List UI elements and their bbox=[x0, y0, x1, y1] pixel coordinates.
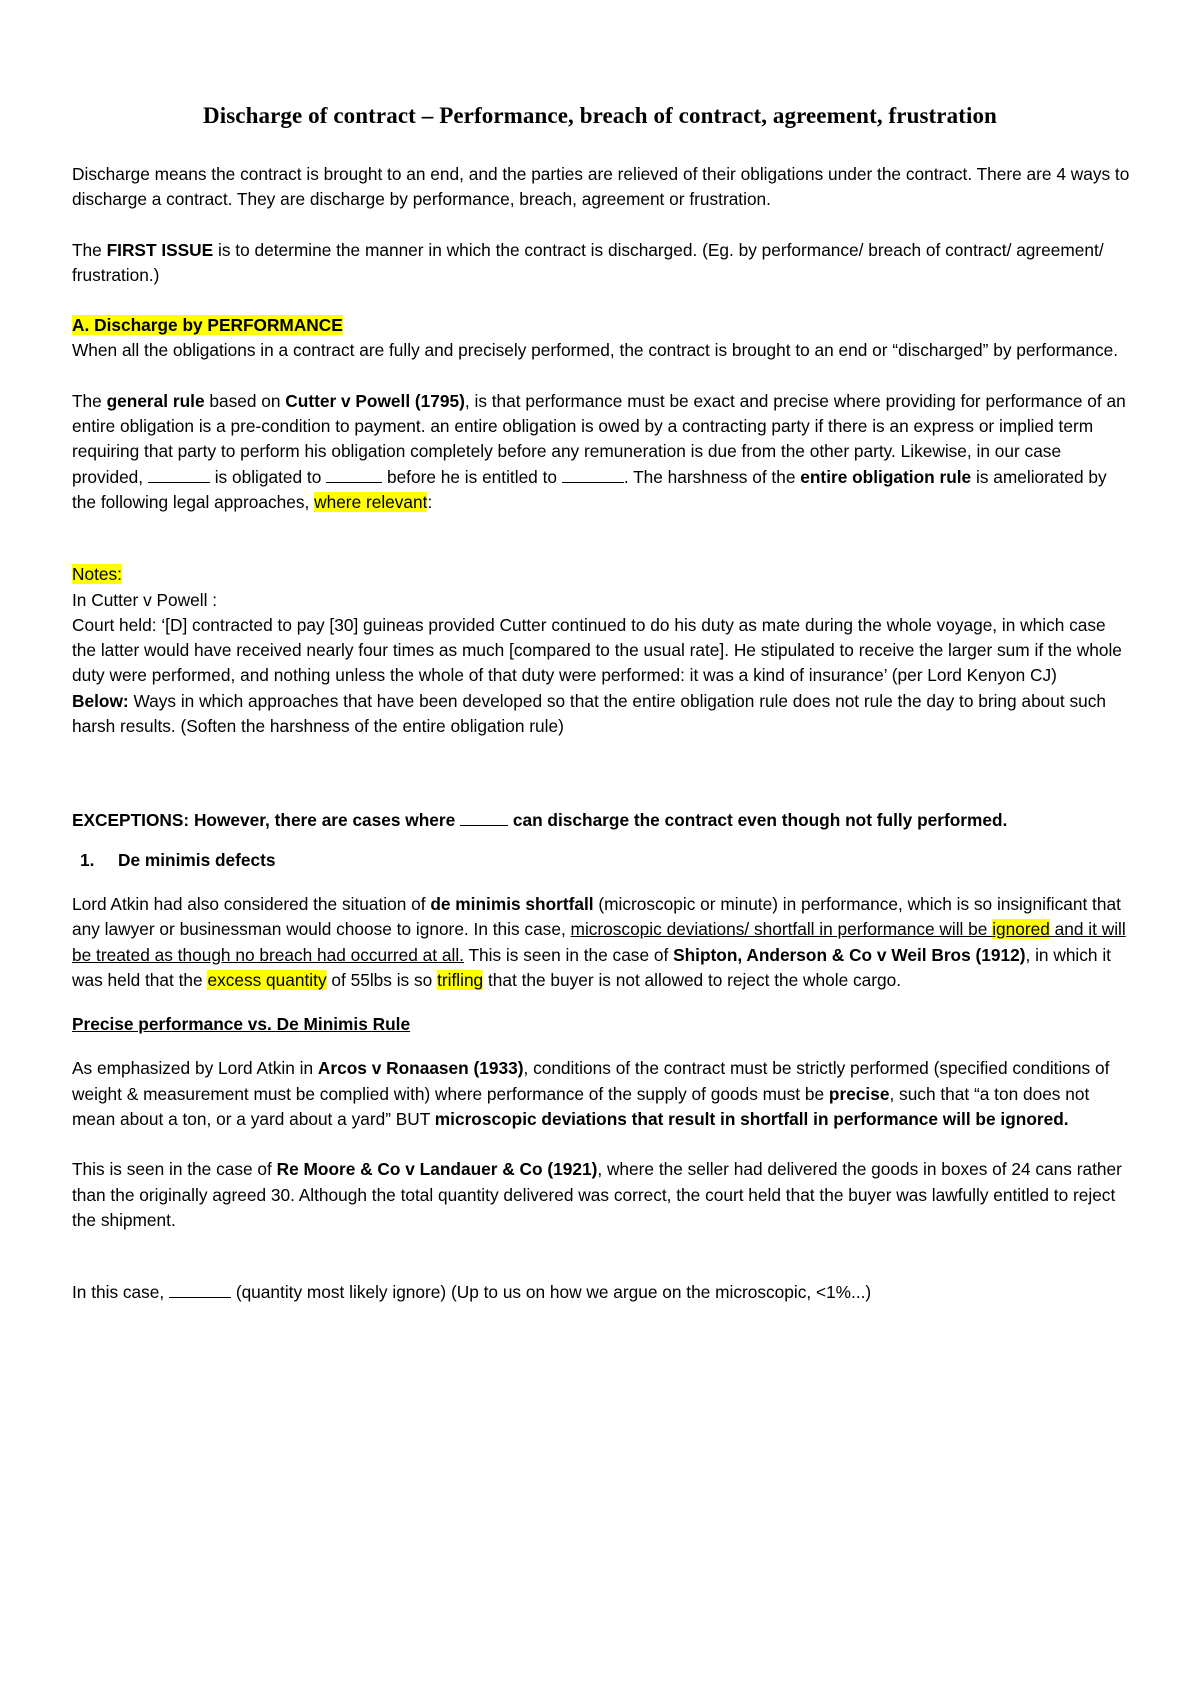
highlight-where-relevant: where relevant bbox=[314, 491, 428, 512]
fill-in-blank bbox=[148, 467, 210, 483]
case-re-moore: Re Moore & Co v Landauer & Co (1921) bbox=[276, 1159, 598, 1180]
fill-in-blank bbox=[169, 1282, 231, 1298]
below-paragraph: Below: Ways in which approaches that have been developed so that the entire obligation rule does not rule the day to bring about such harsh results. (Soften the harshness of the entire obligation rule) bbox=[72, 690, 1107, 737]
exceptions-paragraph: EXCEPTIONS: However, there are cases where can discharge the contract even though not fully performed. bbox=[72, 810, 1008, 831]
de-minimis-paragraph: Lord Atkin had also considered the situation of de minimis shortfall (microscopic or minute) in performance, which is so insignificant that any lawyer or businessman would choose to ignore. In this case, microscopic deviations/ shortfall in performance will be ignored and it will be treated as though no breach had occurred at all. This is seen in the case of Shipton, Anderson & Co v Weil Bros (1912), in which it was held that the excess quantity of 55lbs is so trifling that the buyer is not allowed to reject the whole cargo. bbox=[72, 893, 1126, 990]
notes-line: In Cutter v Powell : bbox=[72, 589, 218, 610]
list-number: 1. bbox=[80, 849, 95, 870]
case-cutter-v-powell: Cutter v Powell (1795) bbox=[285, 390, 465, 411]
section-a-text: When all the obligations in a contract are fully and precisely performed, the contract is brought to an end or “discharged” by performance. bbox=[72, 340, 1119, 361]
highlight-trifling: trifling bbox=[437, 969, 484, 990]
intro-paragraph: Discharge means the contract is brought to an end, and the parties are relieved of their obligations under the contract. There are 4 ways to discharge a contract. They are discharge by performance, breach, agreement or frustration. bbox=[72, 164, 1130, 210]
court-held-paragraph: Court held: ‘[D] contracted to pay [30] guineas provided Cutter continued to do his duty as mate during the whole voyage, in which case the latter would have received nearly four times as much [compared to the usual rate]. He stipulated to receive the larger sum if the whole duty were performed, and nothing unless the whole of that duty were performed: it was a kind of insurance’ (per Lord Kenyon CJ) bbox=[72, 614, 1122, 686]
section-a-heading: A. Discharge by PERFORMANCE bbox=[72, 315, 343, 336]
document-title: Discharge of contract – Performance, breach of contract, agreement, frustration bbox=[203, 103, 997, 128]
fill-in-blank bbox=[562, 467, 624, 483]
highlight-ignored: ignored bbox=[992, 919, 1050, 940]
general-rule-paragraph: The general rule based on Cutter v Powell (1795), is that performance must be exact and precise where providing for performance of an entire obligation is a pre-condition to payment. an entire obligation is owed by a contracting party if there is an express or implied term requiring that party to perform his obligation completely before any remuneration is due from the other party. Likewise, in our case provided, is obligated to before he is entitled to . The harshness of the entire obligation rule is ameliorated by the following legal approaches, where relevant: bbox=[72, 390, 1126, 512]
highlight-excess-quantity: excess quantity bbox=[207, 969, 327, 990]
fill-in-blank bbox=[460, 810, 508, 826]
in-this-case-paragraph: In this case, (quantity most likely ignore) (Up to us on how we argue on the microscopic, <1%...) bbox=[72, 1282, 872, 1303]
first-issue-paragraph: The FIRST ISSUE is to determine the manner in which the contract is discharged. (Eg. by performance/ breach of contract/ agreement/ frustration.) bbox=[72, 239, 1104, 285]
fill-in-blank bbox=[326, 467, 382, 483]
case-shipton-anderson: Shipton, Anderson & Co v Weil Bros (1912) bbox=[673, 944, 1026, 965]
notes-heading: Notes: bbox=[72, 564, 122, 585]
document-body bbox=[72, 162, 1134, 1306]
case-arcos-v-ronaasen: Arcos v Ronaasen (1933) bbox=[317, 1058, 524, 1079]
re-moore-paragraph: This is seen in the case of Re Moore & Co v Landauer & Co (1921), where the seller had delivered the goods in boxes of 24 cans rather than the originally agreed 30. Although the total quantity delivered was correct, the court held that the buyer was lawfully entitled to reject the shipment. bbox=[72, 1159, 1122, 1230]
precise-performance-heading: Precise performance vs. De Minimis Rule bbox=[72, 1014, 411, 1035]
list-item-de-minimis: 1. De minimis defects bbox=[72, 848, 1134, 873]
first-issue-label: FIRST ISSUE bbox=[106, 239, 214, 260]
arcos-paragraph: As emphasized by Lord Atkin in Arcos v Ronaasen (1933), conditions of the contract must be strictly performed (specified conditions of weight & measurement must be complied with) where performance of the supply of goods must be precise, such that “a ton does not mean about a ton, or a yard about a yard” BUT microscopic deviations that result in shortfall in performance will be ignored. bbox=[72, 1058, 1110, 1130]
